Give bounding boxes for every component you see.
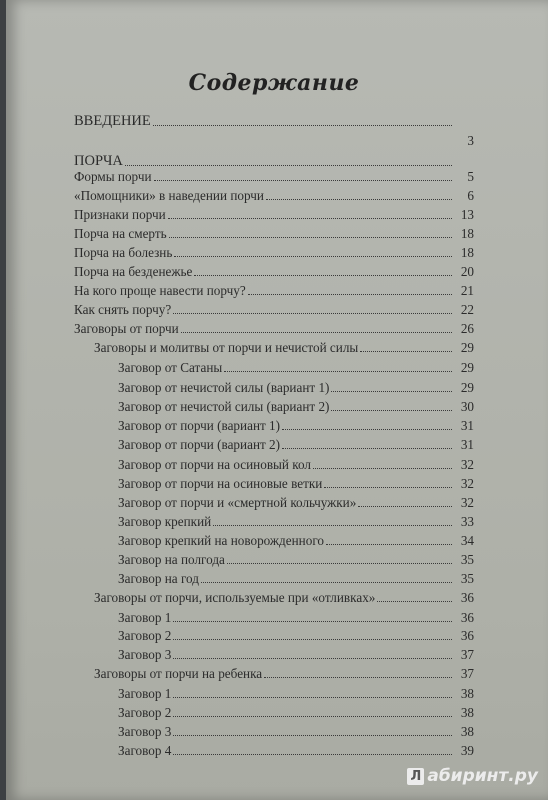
toc-entry-title: Заговор на год [118, 571, 199, 586]
toc-entry-title: ПОРЧА [74, 153, 123, 169]
toc-entry-page: 22 [460, 302, 474, 317]
dot-leader [174, 256, 452, 257]
toc-entry-page: 18 [460, 226, 474, 241]
toc-entry-title: Заговор 1 [118, 686, 172, 701]
toc-entry-title: Заговоры и молитвы от порчи и нечистой силы [94, 340, 359, 355]
toc-entry [74, 169, 474, 185]
toc-entry [118, 571, 474, 587]
toc-entry [74, 188, 474, 204]
dot-leader [360, 351, 452, 352]
labirint-logo-icon: Л [407, 768, 424, 785]
dot-leader [331, 391, 452, 392]
toc-entry-page: 34 [460, 533, 474, 548]
toc-entry-title: Порча на безденежье [74, 264, 193, 279]
toc-entry-page: 3 [467, 133, 474, 148]
dot-leader [282, 448, 452, 449]
toc-entry-title: Порча на болезнь [74, 245, 173, 260]
toc-entry-title: Как снять порчу? [74, 302, 172, 317]
dot-leader [173, 716, 452, 717]
toc-entry-page: 37 [460, 666, 474, 681]
toc-entry [74, 226, 474, 242]
dot-leader [358, 506, 452, 507]
toc-entry-page: 20 [460, 264, 474, 279]
toc-entry-title: Формы порчи [74, 169, 152, 184]
toc-entry [94, 340, 474, 356]
dot-leader [248, 294, 452, 295]
toc-entry [118, 457, 474, 473]
dot-leader [181, 332, 452, 333]
toc-entry [74, 321, 474, 337]
toc-entry-page: 29 [460, 340, 474, 355]
toc-entry-page: 35 [460, 571, 474, 586]
toc-entry-page: 36 [460, 610, 474, 625]
toc-entry [118, 476, 474, 492]
toc-entry [118, 686, 474, 702]
toc-entry-page: 32 [460, 476, 474, 491]
toc-entry-title: Заговоры от порчи, используемые при «отливках» [94, 590, 376, 605]
page-title: Содержание [188, 70, 360, 96]
toc-entry-page: 33 [460, 514, 474, 529]
toc-entry-page: 38 [460, 724, 474, 739]
dot-leader [169, 237, 452, 238]
dot-leader [213, 525, 452, 526]
toc-entry-title: Заговор на полгода [118, 552, 225, 567]
toc-entry-page: 32 [460, 457, 474, 472]
dot-leader [173, 621, 452, 622]
toc-entry [74, 113, 474, 130]
toc-entry-page: 35 [460, 552, 474, 567]
dot-leader [264, 677, 452, 678]
toc-entry [118, 743, 474, 759]
toc-entry [118, 647, 474, 663]
toc-entry-page: 37 [460, 647, 474, 662]
dot-leader [224, 371, 452, 372]
toc-entry-title: Заговор от порчи (вариант 2) [118, 437, 281, 452]
toc-entry [118, 705, 474, 721]
toc-entry-title: Заговор от нечистой силы (вариант 2) [118, 399, 330, 414]
toc-entry-title: Заговоры от порчи на ребенка [94, 666, 263, 681]
toc-entry-page: 32 [460, 495, 474, 510]
toc-entry-title: Заговор от порчи на осиновый кол [118, 457, 312, 472]
toc-entry-page: 18 [460, 245, 474, 260]
toc-entry-page: 30 [460, 399, 474, 414]
dot-leader [153, 125, 452, 126]
watermark [407, 766, 538, 786]
toc-entry-title: Заговор крепкий на новорожденного [118, 533, 324, 548]
toc-entry-title: Заговор от нечистой силы (вариант 1) [118, 380, 330, 395]
toc-entry-title: Заговор крепкий [118, 514, 212, 529]
dot-leader [173, 313, 452, 314]
dot-leader [326, 544, 452, 545]
toc-entry [118, 610, 474, 626]
toc-entry-page: 31 [460, 418, 474, 433]
toc-entry-page: 5 [467, 169, 474, 184]
toc-entry [74, 153, 474, 170]
dot-leader [173, 754, 452, 755]
toc-entry [74, 207, 474, 223]
dot-leader [377, 601, 452, 602]
dot-leader [173, 639, 452, 640]
dot-leader [227, 563, 452, 564]
watermark-text: абиринт.ру [427, 766, 538, 786]
toc-entry [118, 514, 474, 530]
toc-entry-title: Заговор 1 [118, 610, 172, 625]
toc-entry [74, 264, 474, 280]
toc-entry-page: 6 [467, 188, 474, 203]
dot-leader [125, 165, 452, 166]
toc-entry-title: Заговор от порчи и «смертной кольчужки» [118, 495, 357, 510]
toc-entry-title: Заговор от Сатаны [118, 360, 223, 375]
dot-leader [173, 735, 452, 736]
toc-entry-title: Заговор от порчи на осиновые ветки [118, 476, 323, 491]
toc-entry [118, 360, 474, 376]
toc-trailing-page [454, 133, 474, 149]
dot-leader [201, 582, 452, 583]
toc-entry-page: 13 [460, 207, 474, 222]
dot-leader [173, 697, 452, 698]
toc-entry-title: ВВЕДЕНИЕ [74, 113, 151, 129]
toc-entry [118, 533, 474, 549]
toc-entry-page: 21 [460, 283, 474, 298]
toc-entry-page: 38 [460, 705, 474, 720]
toc-entry [118, 418, 474, 434]
toc-entry [118, 628, 474, 644]
toc-entry-title: «Помощники» в наведении порчи [74, 188, 264, 203]
toc-entry [118, 437, 474, 453]
toc-entry [94, 666, 474, 682]
dot-leader [173, 658, 452, 659]
toc-entry-title: Признаки порчи [74, 207, 166, 222]
toc-entry-title: Заговор от порчи (вариант 1) [118, 418, 281, 433]
toc-entry-page: 36 [460, 628, 474, 643]
dot-leader [154, 180, 452, 181]
toc-entry-title: Заговор 3 [118, 647, 172, 662]
toc-entry-page: 29 [460, 360, 474, 375]
dot-leader [282, 429, 452, 430]
toc-entry-page: 38 [460, 686, 474, 701]
toc-entry [118, 724, 474, 740]
toc-entry-title: Заговоры от порчи [74, 321, 179, 336]
toc-entry-page: 29 [460, 380, 474, 395]
dot-leader [331, 410, 452, 411]
dot-leader [168, 218, 452, 219]
toc-entry [118, 552, 474, 568]
toc-entry-title: Заговор 2 [118, 628, 172, 643]
dot-leader [266, 199, 452, 200]
toc-entry-title: Заговор 2 [118, 705, 172, 720]
toc-entry-title: Заговор 4 [118, 743, 172, 758]
toc-entry [118, 495, 474, 511]
toc-entry-title: Порча на смерть [74, 226, 167, 241]
dot-leader [324, 487, 452, 488]
toc-entry [74, 302, 474, 318]
toc-entry [74, 283, 474, 299]
toc-entry [118, 399, 474, 415]
toc-entry-title: Заговор 3 [118, 724, 172, 739]
toc-entry-page: 31 [460, 437, 474, 452]
toc-entry [94, 590, 474, 606]
toc-entry-title: На кого проще навести порчу? [74, 283, 246, 298]
toc-entry-page: 39 [460, 743, 474, 758]
dot-leader [194, 275, 452, 276]
toc-entry-page: 36 [460, 590, 474, 605]
toc-entry-page: 26 [460, 321, 474, 336]
dot-leader [313, 468, 452, 469]
toc-entry [74, 245, 474, 261]
toc-entry [118, 380, 474, 396]
